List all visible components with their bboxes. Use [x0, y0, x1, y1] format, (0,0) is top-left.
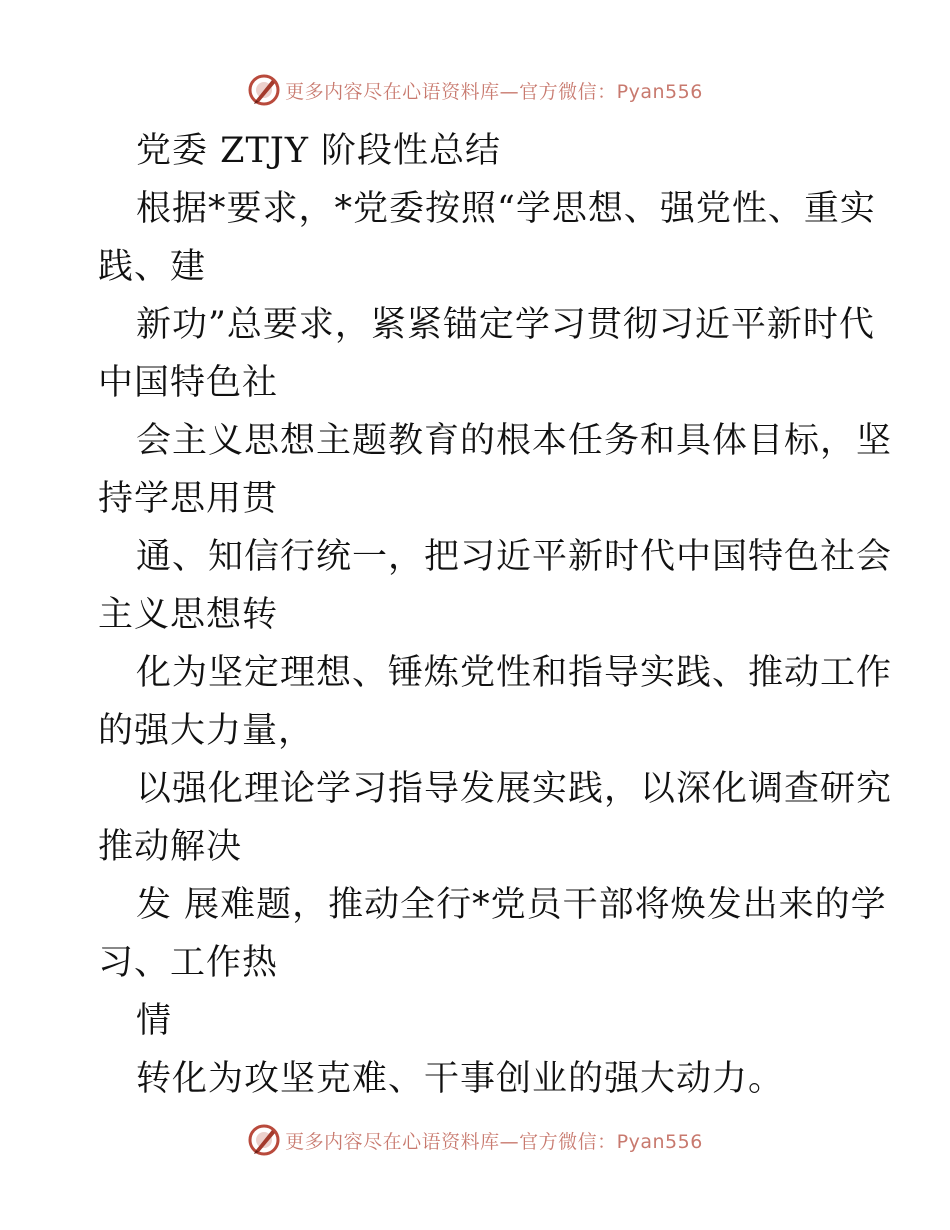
paragraph-line: 主义思想转 — [98, 595, 279, 635]
pen-seal-icon — [247, 73, 281, 107]
paragraph-line: 情 — [136, 1001, 173, 1041]
document-title: 党委 ZTJY 阶段性总结 — [136, 131, 502, 171]
watermark-text: 更多内容尽在心语资料库—官方微信：Pyan556 — [285, 80, 703, 103]
paragraph-line: 转化为攻坚克难、干事创业的强大动力。 — [136, 1059, 785, 1099]
paragraph-line: 践、建 — [98, 247, 207, 287]
document-body — [98, 122, 893, 1108]
paragraph-line: 化为坚定理想、锤炼党性和指导实践、推动工作 — [136, 653, 893, 693]
paragraph-line: 中国特色社 — [98, 363, 279, 403]
paragraph-line: 以强化理论学习指导发展实践，以深化调查研究 — [136, 769, 893, 809]
paragraph-line: 的强大力量， — [98, 711, 315, 751]
paragraph-line: 习、工作热 — [98, 943, 279, 983]
paragraph-line: 新功”总要求，紧紧锚定学习贯彻习近平新时代 — [136, 305, 875, 345]
paragraph-line: 持学思用贯 — [98, 479, 279, 519]
watermark-text: 更多内容尽在心语资料库—官方微信：Pyan556 — [285, 1130, 703, 1153]
watermark-header — [0, 70, 950, 110]
paragraph-line: 会主义思想主题教育的根本任务和具体目标，坚 — [136, 421, 893, 461]
pen-seal-icon — [247, 1123, 281, 1157]
paragraph-line: 推动解决 — [98, 827, 243, 867]
paragraph-line: 通、知信行统一，把习近平新时代中国特色社会 — [136, 537, 893, 577]
watermark-footer — [0, 1120, 950, 1160]
paragraph-line: 根据*要求，*党委按照“学思想、强党性、重实 — [136, 189, 876, 229]
paragraph-line: 发 展难题，推动全行*党员干部将焕发出来的学 — [136, 885, 887, 925]
